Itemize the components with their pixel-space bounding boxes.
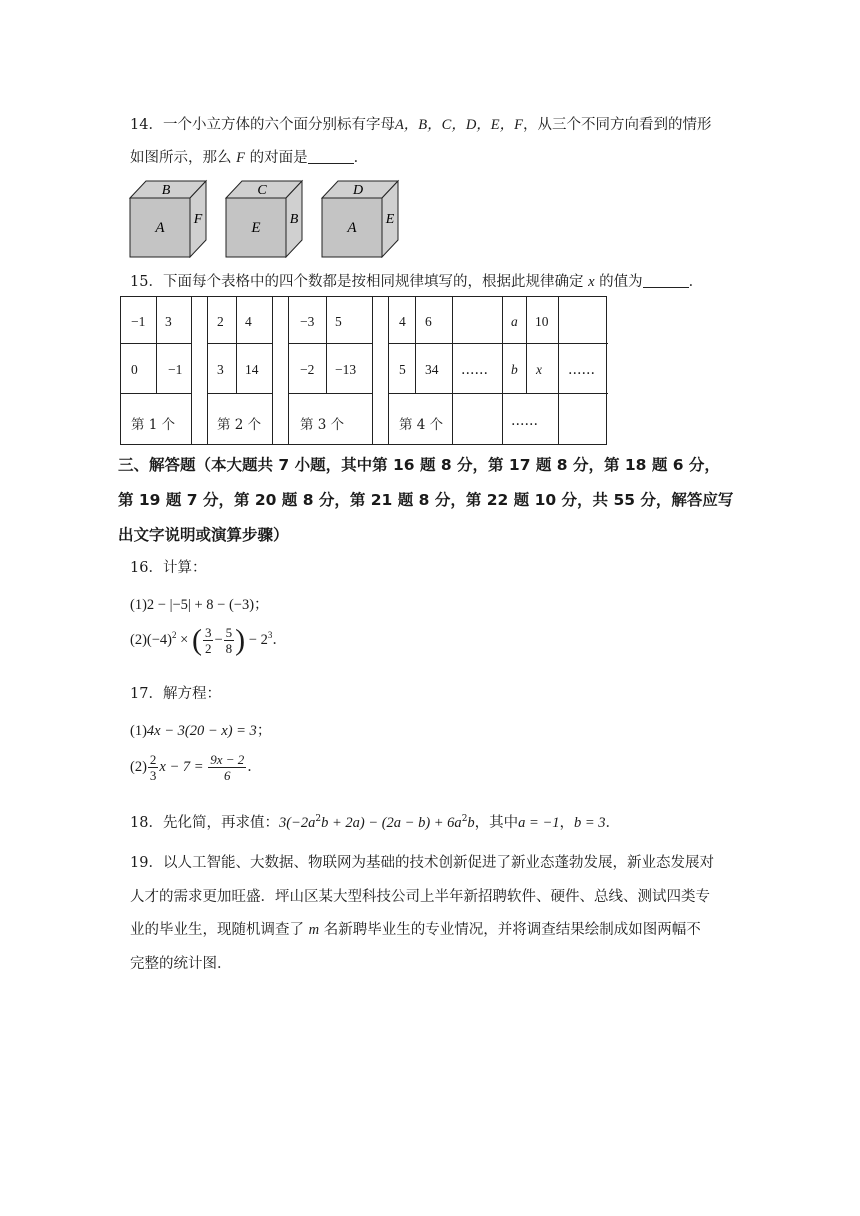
g3-top-left: −3 [300, 314, 315, 329]
pattern-table [120, 296, 607, 445]
g1-top-right: 3 [165, 314, 172, 329]
cube1-front-label: A [155, 220, 165, 236]
q14-line2: 如图所示，那么 F 的对面是 ． [130, 150, 369, 166]
fraction: $\frac{2}{3}$ [149, 752, 157, 783]
cube3-top-label: D [352, 183, 364, 198]
cube3-front-label: A [347, 220, 357, 236]
fraction: $\frac{9x - 2}{6}$ [210, 752, 245, 783]
q17-part1: (1)4x − 3(20 − x) = 3； [130, 723, 272, 739]
q17-part2: (2) $\frac{2}{3}$ x − 7 = $\frac{9x - 2}{6}$ ． [130, 752, 262, 783]
section3-heading-line3: 出文字说明或演算步骤） [118, 526, 289, 544]
g4-bottom-right: 34 [425, 362, 439, 377]
q16-title: 16．计算： [130, 560, 207, 576]
dots-right: …… [568, 362, 595, 378]
g1-label: 第 1 个 [131, 417, 176, 433]
answer-blank [643, 273, 689, 288]
section3-heading-line2: 第 19 题 7 分，第 20 题 8 分，第 21 题 8 分，第 22 题 10 分，共 55 分，解答应写 [118, 491, 734, 509]
cube2-top-label: C [257, 183, 267, 198]
dots-middle: …… [461, 362, 488, 378]
answer-blank [308, 149, 354, 164]
q19-line1: 19．以人工智能、大数据、物联网为基础的技术创新促进了新业态蓬勃发展，新业态发展对 [130, 855, 714, 871]
g4-top-left: 4 [399, 314, 406, 329]
q17-title: 17．解方程： [130, 686, 221, 702]
g3-top-right: 5 [335, 314, 342, 329]
g2-bottom-left: 3 [217, 362, 224, 377]
q16-part1: (1)2 − |−5| + 8 − (−3)； [130, 597, 269, 613]
cube3-side-label: E [385, 212, 395, 227]
section3-heading-line1: 三、解答题（本大题共 7 小题，其中第 16 题 8 分，第 17 题 8 分，第 18 题 6 分， [118, 456, 720, 474]
g5-bottom-left: b [511, 362, 518, 377]
cube2-front-label: E [251, 220, 261, 236]
q19-line2: 人才的需求更加旺盛．坪山区某大型科技公司上半年新招聘软件、硬件、总线、测试四类专 [130, 889, 710, 905]
q14-letters: A，B，C，D，E，F [394, 117, 524, 133]
g4-label: 第 4 个 [399, 417, 444, 433]
g2-label: 第 2 个 [217, 417, 262, 433]
q18-line: 18．先化简，再求值：$3(-2a^2b + 2a) - (2a - b) + 6a^2b$，其中a = −1，b = 3． [130, 814, 621, 831]
dots-bottom: …… [511, 413, 538, 429]
cube1-side-label: F [193, 212, 203, 227]
cube1-top-label: B [161, 183, 171, 198]
g3-bottom-right: −13 [335, 362, 357, 377]
g1-bottom-left: 0 [131, 362, 138, 377]
g3-bottom-left: −2 [300, 362, 315, 377]
g1-bottom-right: −1 [168, 362, 183, 377]
g2-top-right: 4 [245, 314, 252, 329]
q14-line1: 14．一个小立方体的六个面分别标有字母A，B，C，D，E，F，从三个不同方向看到的情形 [130, 117, 712, 133]
g5-top-left: a [511, 314, 518, 329]
g2-bottom-right: 14 [245, 362, 259, 377]
g5-bottom-right: x [536, 362, 542, 377]
cube2-side-label: B [289, 212, 299, 227]
cube-figure-2 [224, 178, 304, 258]
cube-figure-3 [320, 178, 400, 258]
cube-figure-1 [128, 178, 208, 258]
q15-line1: 15．下面每个表格中的四个数都是按相同规律填写的，根据此规律确定 x 的值为 ． [130, 274, 704, 290]
g2-top-left: 2 [217, 314, 224, 329]
g5-top-right: 10 [535, 314, 549, 329]
g3-label: 第 3 个 [300, 417, 345, 433]
q16-part2: $(2)(-4)^2$ × ( $\frac{3}{2}$ − $\frac{5}{8}$ ) − $2^3$． [130, 623, 287, 657]
g1-top-left: −1 [131, 314, 146, 329]
fraction: $\frac{5}{8}$ [225, 625, 233, 656]
g4-top-right: 6 [425, 314, 432, 329]
g4-bottom-left: 5 [399, 362, 406, 377]
fraction: $\frac{3}{2}$ [204, 625, 212, 656]
q19-line4: 完整的统计图． [130, 956, 232, 972]
q19-line3: 业的毕业生，现随机调查了 m 名新聘毕业生的专业情况，并将调查结果绘制成如图两幅不 [130, 922, 701, 938]
